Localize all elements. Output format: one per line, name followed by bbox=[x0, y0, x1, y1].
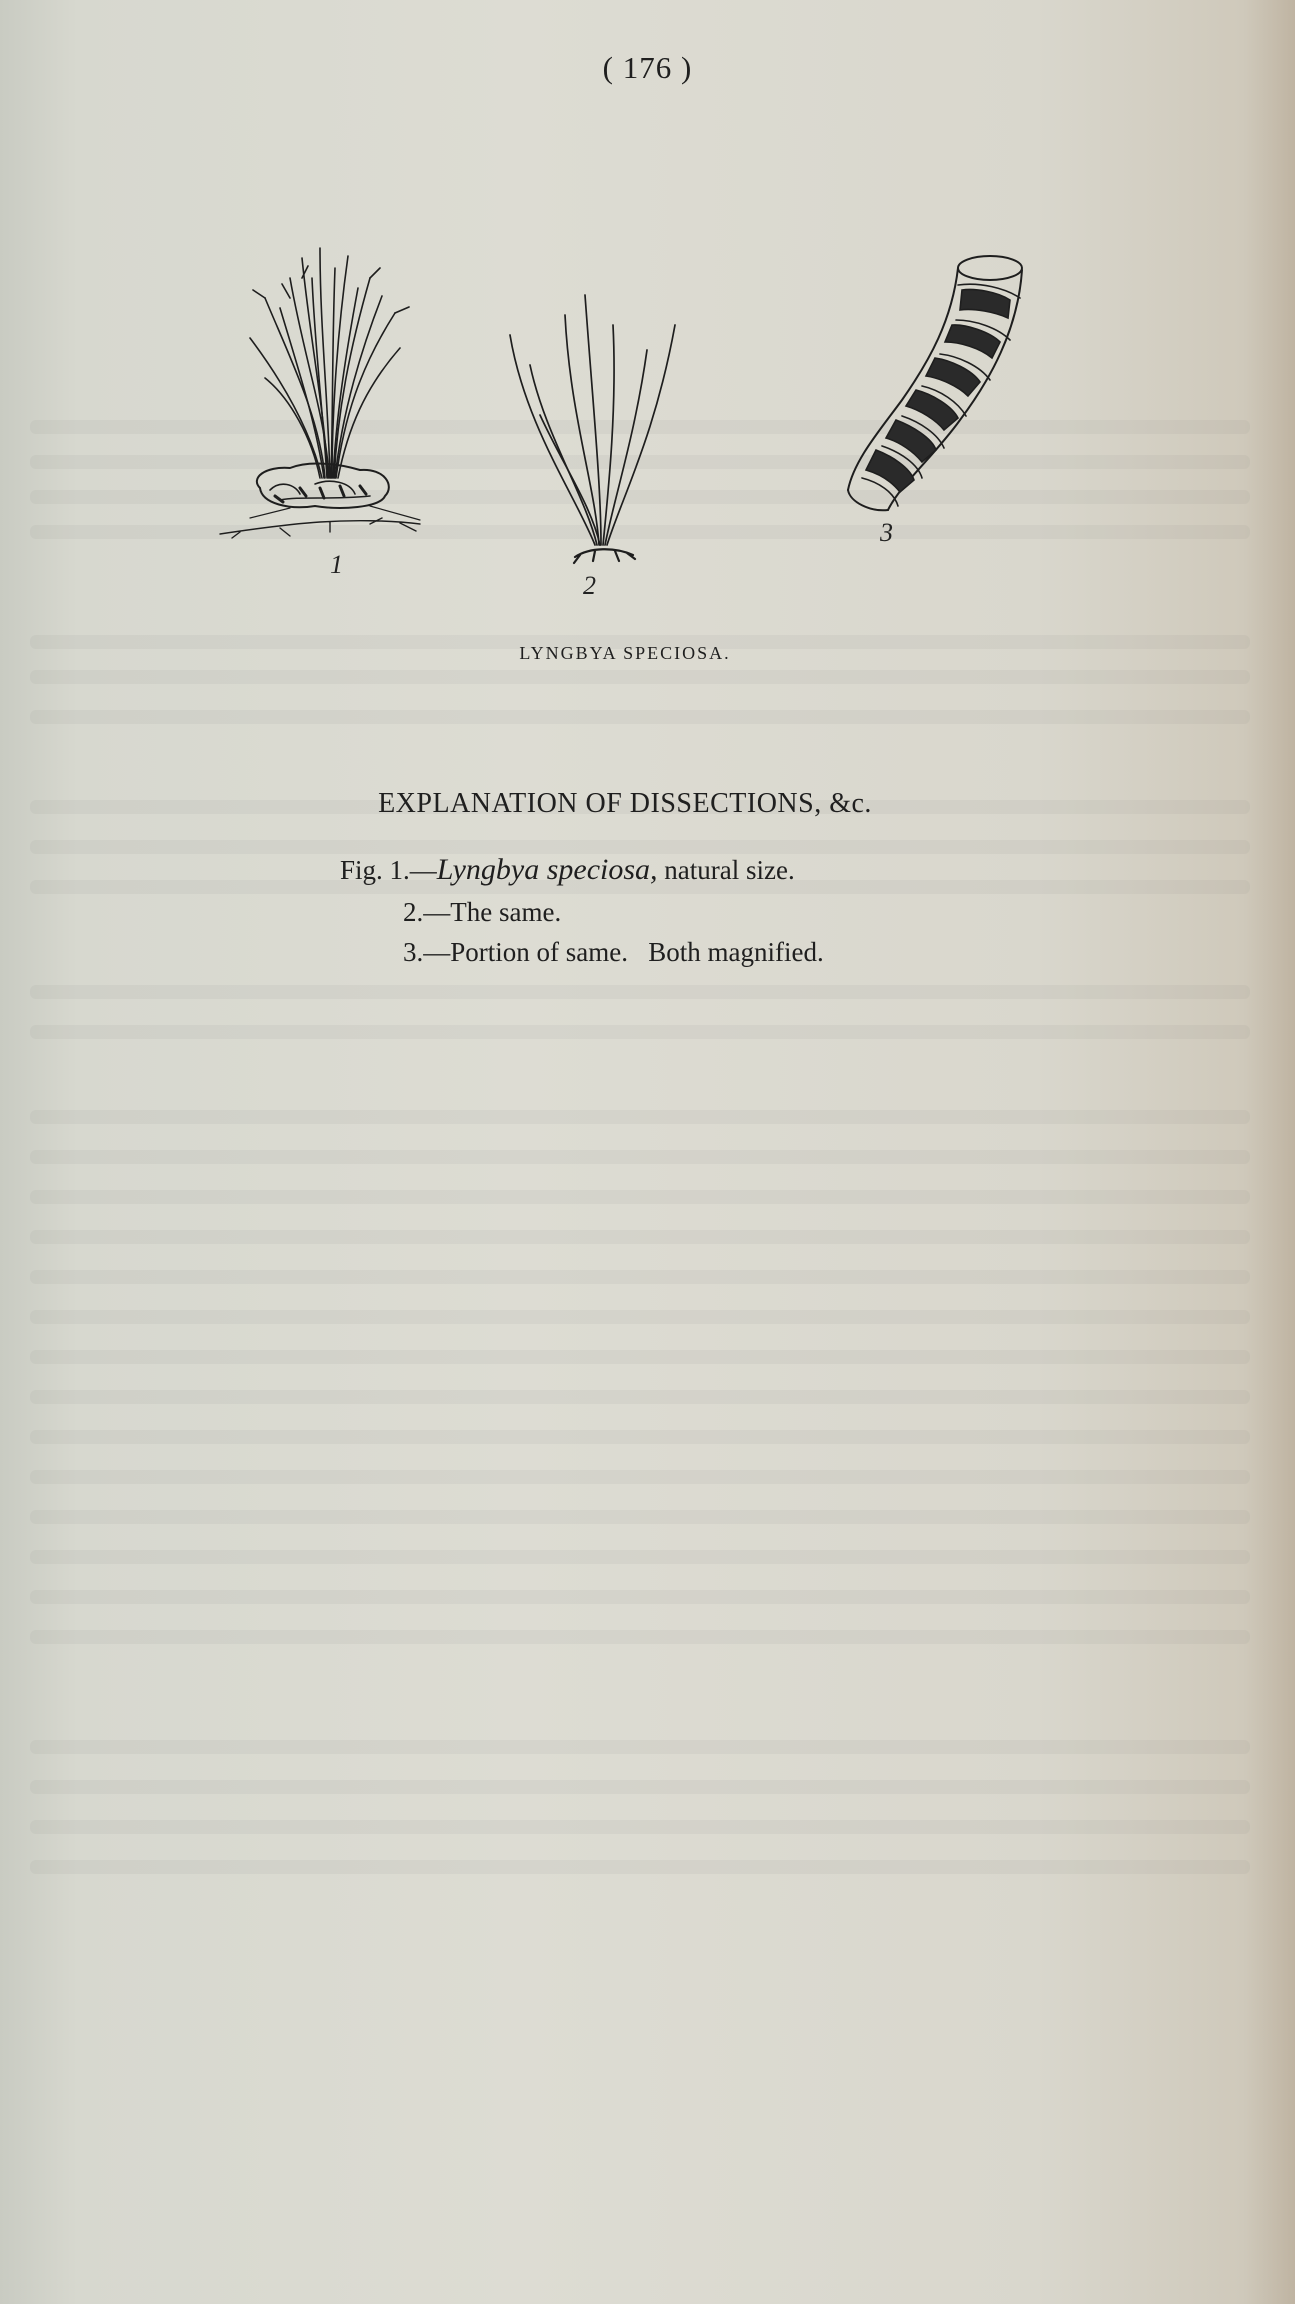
figure-number: 2 bbox=[583, 571, 596, 600]
figure-number: 1 bbox=[330, 550, 343, 579]
figure-plate bbox=[200, 230, 1060, 600]
figure-number: 3 bbox=[880, 518, 893, 547]
page-number: ( 176 ) bbox=[602, 50, 693, 85]
caption-prefix: 3.— bbox=[403, 937, 451, 967]
explanation-heading: EXPLANATION OF DISSECTIONS, &c. bbox=[378, 788, 872, 819]
figure-caption-line bbox=[403, 897, 561, 928]
plate-title: LYNGBYA SPECIOSA. bbox=[519, 643, 731, 663]
lyngbya-tuft-on-rock-illustration bbox=[220, 238, 440, 579]
caption-prefix: Fig. 1.— bbox=[340, 855, 437, 885]
lyngbya-segmented-filament-illustration bbox=[840, 250, 1030, 550]
caption-prefix: 2.— bbox=[403, 897, 451, 927]
caption-text: The same. bbox=[450, 897, 562, 927]
species-name: Lyngbya speciosa, bbox=[436, 853, 658, 886]
lyngbya-filaments-illustration bbox=[505, 295, 695, 600]
figure-caption-line bbox=[340, 853, 795, 887]
caption-text: Portion of same. Both magnified. bbox=[450, 937, 824, 967]
caption-text: natural size. bbox=[657, 855, 795, 885]
figure-caption-line bbox=[403, 937, 824, 968]
